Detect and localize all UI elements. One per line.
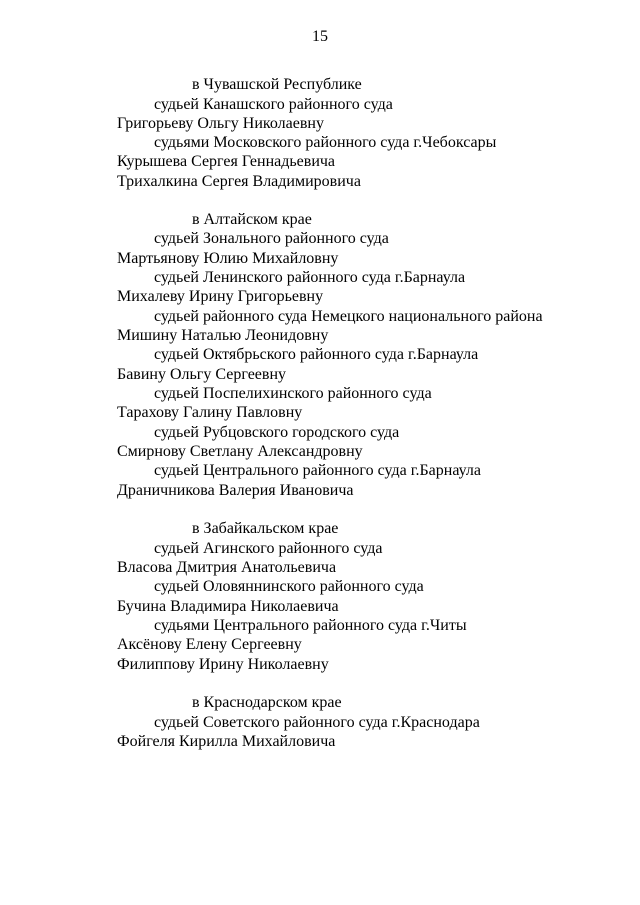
court-line: судьей Центрального районного суда г.Барнаула bbox=[154, 462, 481, 479]
court-line: судьей Поспелихинского районного суда bbox=[154, 385, 432, 402]
court-line: судьей Ленинского районного суда г.Барнаула bbox=[154, 269, 466, 286]
person-name: Трихалкина Сергея Владимировича bbox=[117, 173, 361, 190]
person-name: Власова Дмитрия Анатольевича bbox=[117, 559, 337, 576]
person-name: Курышева Сергея Геннадьевича bbox=[117, 153, 336, 170]
court-line: судьей Агинского районного суда bbox=[154, 540, 383, 557]
court-line: судьей Оловяннинского районного суда bbox=[154, 578, 424, 595]
person-name: Михалеву Ирину Григорьевну bbox=[117, 288, 324, 305]
person-name: Мишину Наталью Леонидовну bbox=[117, 327, 329, 344]
court-line: судьей Канашского районного суда bbox=[154, 96, 393, 113]
court-line: судьей Октябрьского районного суда г.Барнаула bbox=[154, 346, 479, 363]
person-name: Мартьянову Юлию Михайловну bbox=[117, 250, 339, 267]
person-name: Драничникова Валерия Ивановича bbox=[117, 482, 354, 499]
person-name: Смирнову Светлану Александровну bbox=[117, 443, 363, 460]
court-line: судьей Советского районного суда г.Краснодара bbox=[154, 714, 480, 731]
person-name: Григорьеву Ольгу Николаевну bbox=[117, 115, 324, 132]
person-name: Бавину Ольгу Сергеевну bbox=[117, 366, 287, 383]
person-name: Филиппову Ирину Николаевну bbox=[117, 656, 329, 673]
region-heading: в Забайкальском крае bbox=[192, 520, 339, 537]
person-name: Фойгеля Кирилла Михайловича bbox=[117, 733, 336, 750]
region-heading: в Алтайском крае bbox=[192, 211, 312, 228]
court-line: судьями Московского районного суда г.Чебоксары bbox=[154, 134, 497, 151]
court-line: судьей Рубцовского городского суда bbox=[154, 424, 400, 441]
court-line: судьей районного суда Немецкого национального района bbox=[154, 308, 543, 325]
region-heading: в Чувашской Республике bbox=[192, 76, 362, 93]
court-line: судьями Центрального районного суда г.Читы bbox=[154, 617, 467, 634]
page-number: 15 bbox=[312, 28, 328, 45]
court-line: судьей Зонального районного суда bbox=[154, 230, 389, 247]
region-heading: в Краснодарском крае bbox=[192, 694, 342, 711]
person-name: Аксёнову Елену Сергеевну bbox=[117, 636, 302, 653]
person-name: Бучина Владимира Николаевича bbox=[117, 598, 339, 615]
person-name: Тарахову Галину Павловну bbox=[117, 404, 303, 421]
